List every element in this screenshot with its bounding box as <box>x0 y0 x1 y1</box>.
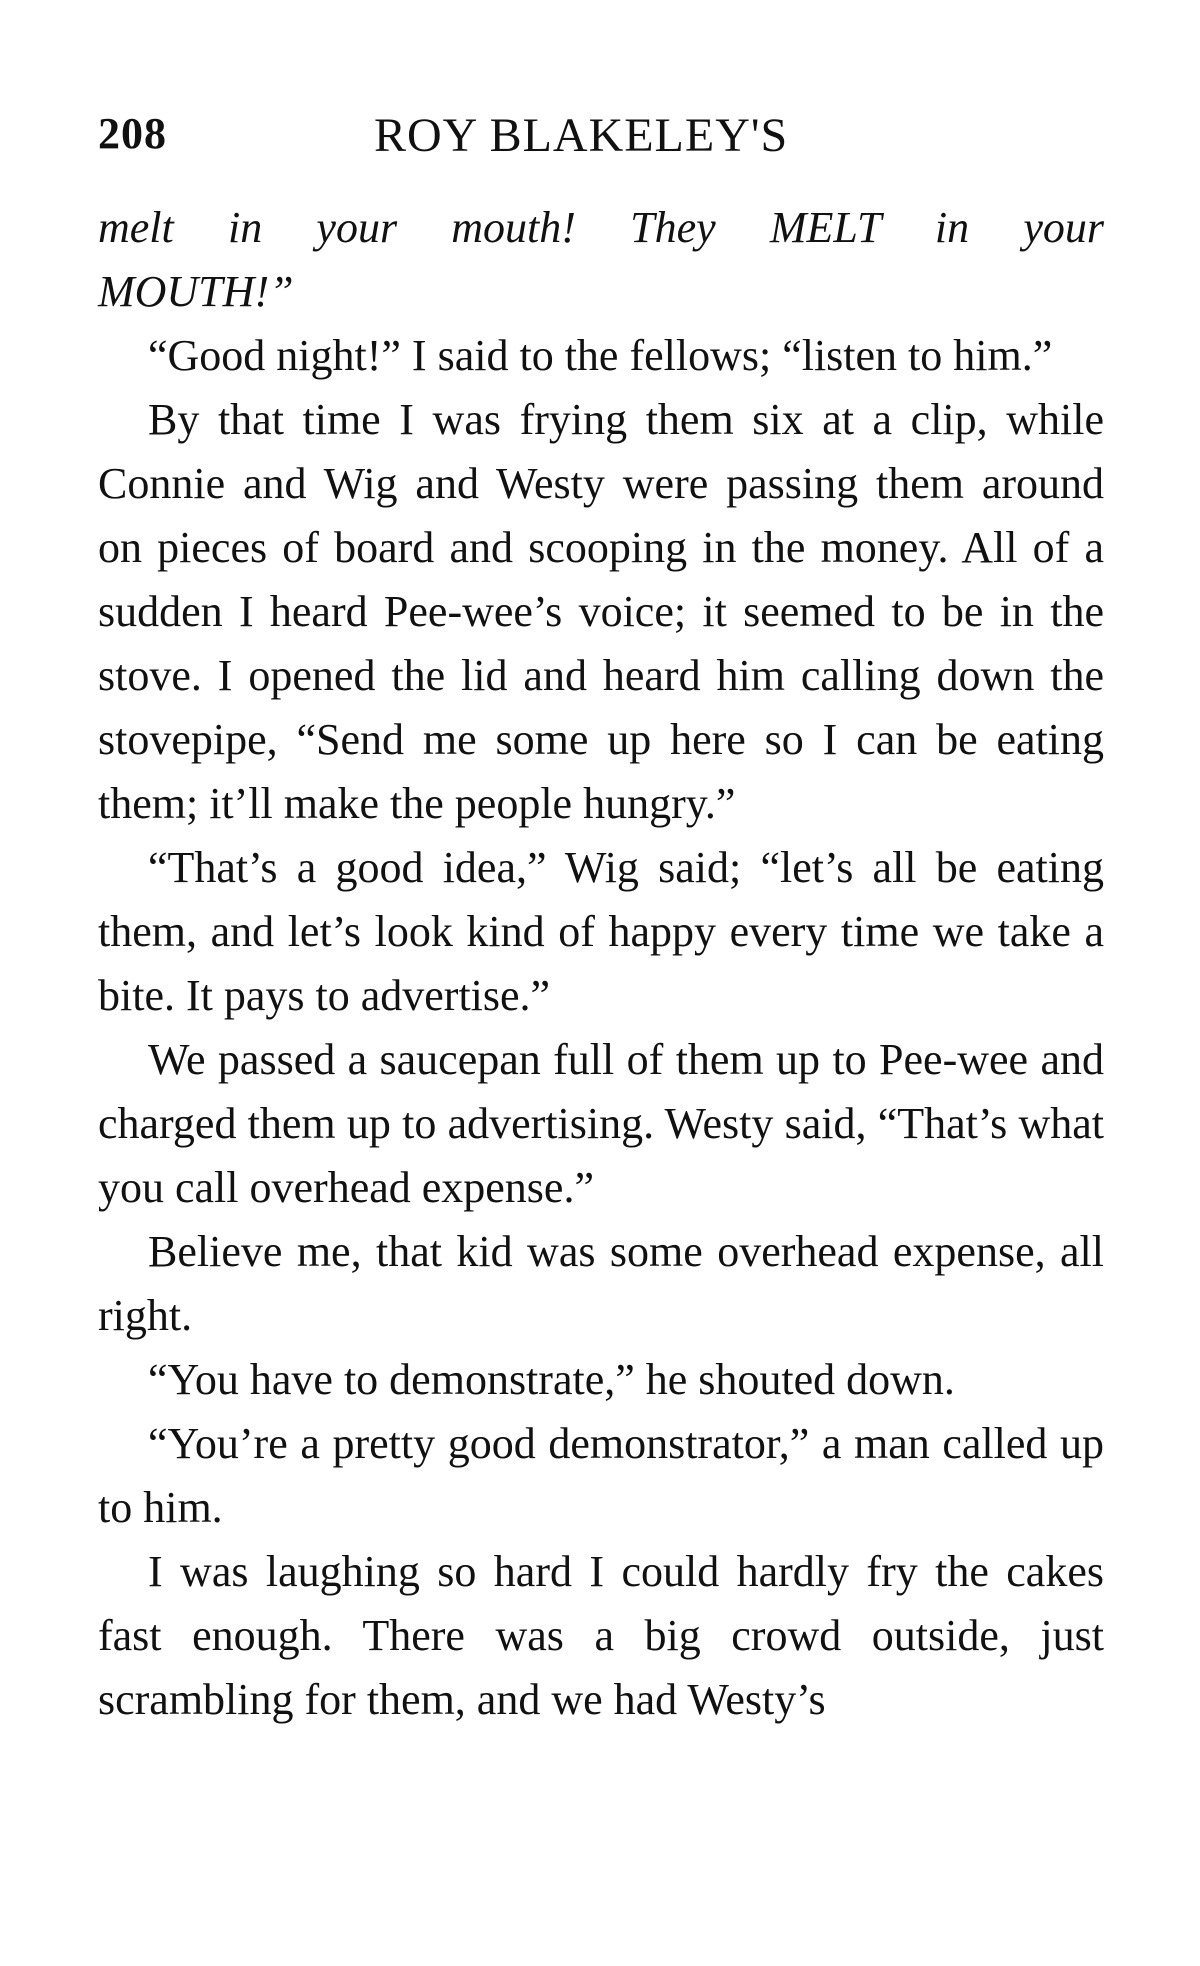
paragraph: Believe me, that kid was some overhead expense, all right. <box>98 1227 1104 1340</box>
paragraph: “You’re a pretty good demonstrator,” a man called up to him. <box>98 1419 1104 1532</box>
page-number: 208 <box>98 109 167 158</box>
page-header <box>98 108 1104 168</box>
paragraph-continuation: melt in your mouth! They MELT in your MOUTH!” <box>98 203 1104 316</box>
paragraph: “You have to demonstrate,” he shouted down. <box>148 1355 955 1404</box>
paragraph: “Good night!” I said to the fellows; “listen to him.” <box>148 331 1053 380</box>
paragraph: By that time I was frying them six at a clip, while Connie and Wig and Westy were passing them around on pieces of board and scooping in the money. All of a sudden I heard Pee-wee’s voice; it seemed to be in the stove. I opened the lid and heard him calling down the stovepipe, “Send me some up here so I can be eating them; it’ll make the people hungry.” <box>98 395 1104 828</box>
running-title: ROY BLAKELEY'S <box>374 109 789 162</box>
paragraph: We passed a saucepan full of them up to Pee-wee and charged them up to advertising. Westy said, “That’s what you call overhead expense.” <box>98 1035 1104 1212</box>
paragraph: “That’s a good idea,” Wig said; “let’s all be eating them, and let’s look kind of happy every time we take a bite. It pays to advertise.” <box>98 843 1104 1020</box>
body-text <box>98 196 1104 1732</box>
paragraph: I was laughing so hard I could hardly fry the cakes fast enough. There was a big crowd outside, just scrambling for them, and we had Westy’s <box>98 1547 1104 1724</box>
